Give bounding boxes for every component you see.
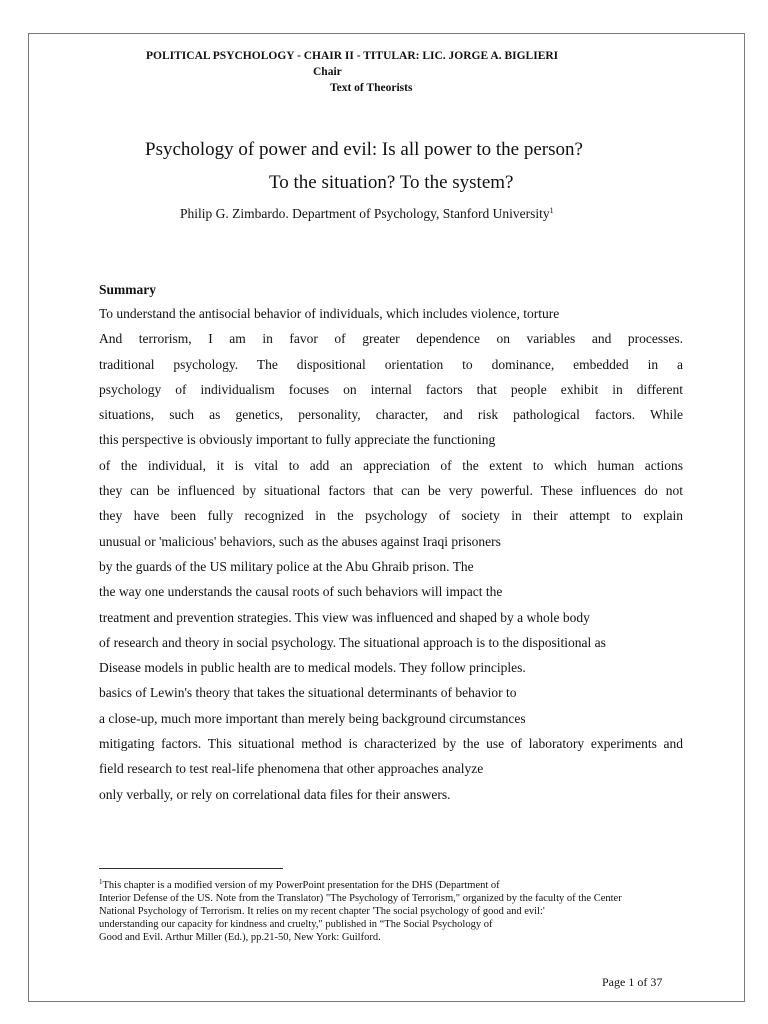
document-title-line-1: Psychology of power and evil: Is all power to the person? <box>145 139 583 160</box>
footnote-line: Interior Defense of the US. Note from the Translator) "The Psychology of Terrorism," organized by the faculty of the Center <box>99 893 622 905</box>
summary-line: Disease models in public health are to medical models. They follow principles. <box>99 660 526 676</box>
page-number: Page 1 of 37 <box>602 975 663 989</box>
summary-body <box>99 305 683 811</box>
summary-line: psychology of individualism focuses on internal factors that people exhibit in different <box>99 381 683 397</box>
summary-line: of research and theory in social psychology. The situational approach is to the dispositional as <box>99 634 606 650</box>
summary-line: a close-up, much more important than merely being background circumstances <box>99 710 526 726</box>
course-header: POLITICAL PSYCHOLOGY - CHAIR II - TITULAR: LIC. JORGE A. BIGLIERI <box>146 50 559 62</box>
summary-line: basics of Lewin's theory that takes the situational determinants of behavior to <box>99 685 517 701</box>
footnote-reference: 1 <box>549 206 554 215</box>
footnote-line <box>99 876 679 892</box>
summary-line: situations, such as genetics, personality, character, and risk pathological factors. While <box>99 407 683 423</box>
summary-line: this perspective is obviously important to fully appreciate the functioning <box>99 432 496 448</box>
footnote-mark: 1 <box>99 878 103 886</box>
summary-line: traditional psychology. The dispositional orientation to dominance, embedded in a <box>99 356 683 372</box>
summary-heading: Summary <box>99 282 156 297</box>
course-header-subtitle: Text of Theorists <box>330 82 413 94</box>
summary-line: the way one understands the causal roots of such behaviors will impact the <box>99 584 503 600</box>
summary-line: they can be influenced by situational factors that can be very powerful. These influences do not <box>99 483 683 499</box>
summary-line: of the individual, it is vital to add an appreciation of the extent to which human actions <box>99 457 683 473</box>
summary-line: mitigating factors. This situational method is characterized by the use of laboratory experiments and <box>99 736 683 752</box>
document-title-line-2: To the situation? To the system? <box>269 172 514 193</box>
footnote-line: Good and Evil. Arthur Miller (Ed.), pp.21-50, New York: Guilford. <box>99 932 381 944</box>
summary-line: field research to test real-life phenomena that other approaches analyze <box>99 761 484 777</box>
summary-line: unusual or 'malicious' behaviors, such as the abuses against Iraqi prisoners <box>99 533 501 549</box>
author-affiliation <box>180 206 554 222</box>
summary-line: treatment and prevention strategies. This view was influenced and shaped by a whole body <box>99 609 590 625</box>
footnote-text: This chapter is a modified version of my PowerPoint presentation for the DHS (Department of <box>102 880 500 891</box>
summary-line: To understand the antisocial behavior of individuals, which includes violence, torture <box>99 306 560 321</box>
author-text: Philip G. Zimbardo. Department of Psychology, Stanford University <box>180 206 550 221</box>
summary-line: by the guards of the US military police at the Abu Ghraib prison. The <box>99 558 474 574</box>
summary-line: And terrorism, I am in favor of greater dependence on variables and processes. <box>99 331 683 347</box>
footnote-line: understanding our capacity for kindness and cruelty," published in “The Social Psychology of <box>99 919 493 931</box>
footnote <box>99 876 679 944</box>
summary-line: they have been fully recognized in the psychology of society in their attempt to explain <box>99 508 683 524</box>
course-header-chair: Chair <box>313 66 342 78</box>
footnote-separator <box>99 868 283 869</box>
footnote-line: National Psychology of Terrorism. It relies on my recent chapter 'The social psychology of good and evil:' <box>99 906 545 918</box>
summary-line: only verbally, or rely on correlational data files for their answers. <box>99 786 451 802</box>
